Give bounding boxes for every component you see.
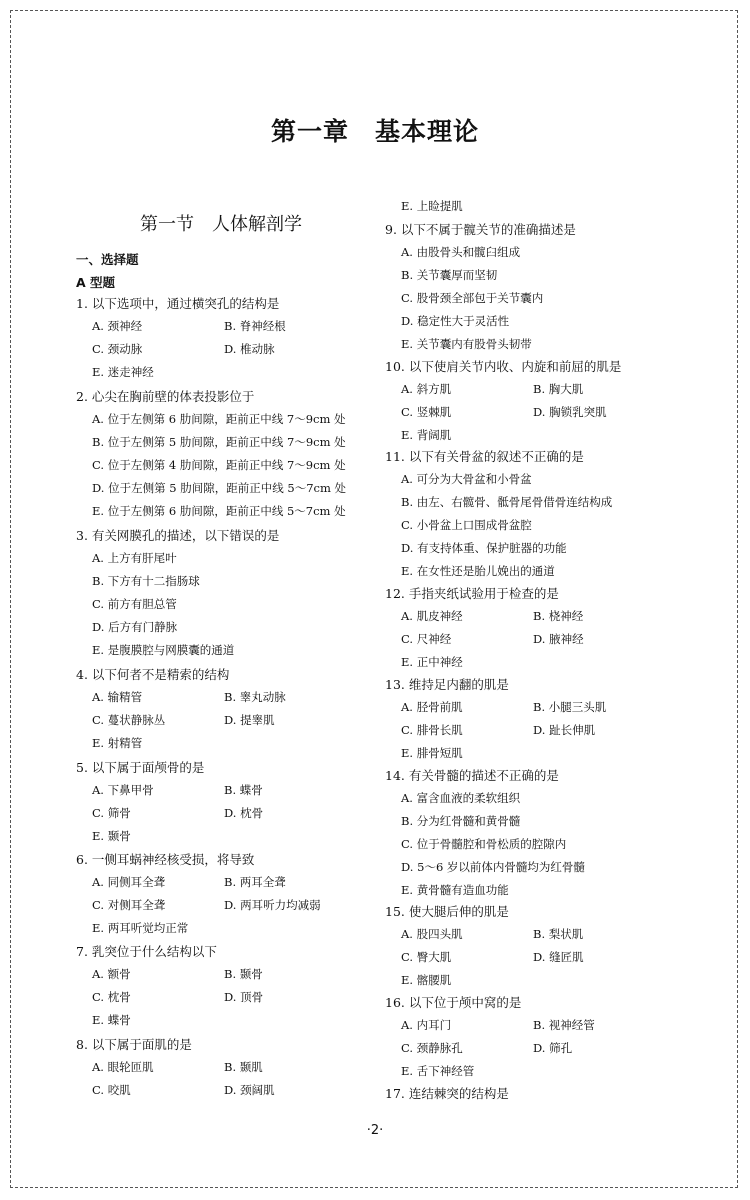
option-e: E. 舌下神经管 [401, 1064, 475, 1078]
question-10 [385, 355, 645, 447]
option-c: C. 臀大肌 [401, 950, 452, 964]
chapter-title: 第一章 基本理论 [270, 117, 479, 146]
option-d: D. 稳定性大于灵活性 [401, 314, 510, 328]
option-e: E. 是腹膜腔与网膜囊的通道 [92, 643, 235, 657]
option-b: B. 由左、右髋骨、骶骨尾骨借骨连结构成 [401, 495, 613, 509]
option-b: B. 分为红骨髓和黄骨髓 [401, 814, 521, 828]
option-c: C. 前方有胆总管 [92, 597, 177, 611]
question-11 [385, 445, 645, 583]
option-e: E. 背阔肌 [401, 428, 452, 442]
question-1 [76, 292, 371, 384]
option-c: C. 对侧耳全聋 [92, 898, 166, 912]
question-stem: 3. 有关网膜孔的描述，以下错误的是 [76, 528, 280, 543]
option-c: C. 蔓状静脉丛 [92, 713, 166, 727]
option-c: C. 股骨颈全部包于关节囊内 [401, 291, 544, 305]
option-e: E. 迷走神经 [92, 365, 154, 379]
question-stem: 1. 以下选项中，通过横突孔的结构是 [76, 296, 280, 311]
question-stem: 4. 以下何者不是精索的结构 [76, 667, 230, 682]
question-stem: 5. 以下属于面颅骨的是 [76, 760, 205, 775]
question-stem: 11. 以下有关骨盆的叙述不正确的是 [385, 449, 584, 464]
option-d: D. 有支持体重、保护脏器的功能 [401, 541, 567, 555]
option-b: B. 颞骨 [224, 967, 263, 981]
option-d: D. 缝匠肌 [533, 950, 584, 964]
option-d: D. 顶骨 [224, 990, 264, 1004]
option-c: C. 位于骨髓腔和骨松质的腔隙内 [401, 837, 567, 851]
question-3 [76, 524, 371, 662]
option-b: B. 小腿三头肌 [533, 700, 607, 714]
option-a: A. 眼轮匝肌 [92, 1060, 154, 1074]
question-6 [76, 848, 371, 940]
option-e: E. 在女性还是胎儿娩出的通道 [401, 564, 555, 578]
option-b: B. 位于左侧第 5 肋间隙，距前正中线 7～9cm 处 [92, 435, 346, 449]
type-heading: A 型题 [76, 275, 116, 290]
option-e: E. 两耳听觉均正常 [92, 921, 189, 935]
option-d: D. 颈阔肌 [224, 1083, 275, 1097]
option-e: E. 位于左侧第 6 肋间隙，距前正中线 5～7cm 处 [92, 504, 346, 518]
option-e: E. 颞骨 [92, 829, 131, 843]
option-b: B. 两耳全聋 [224, 875, 286, 889]
option-c: C. 颈动脉 [92, 342, 143, 356]
option-a: A. 胫骨前肌 [401, 700, 463, 714]
option-b: B. 梨状肌 [533, 927, 584, 941]
option-a: A. 股四头肌 [401, 927, 463, 941]
question-stem: 2. 心尖在胸前壁的体表投影位于 [76, 389, 255, 404]
option-b: B. 脊神经根 [224, 319, 286, 333]
question-8 [76, 1033, 371, 1102]
option-c: C. 腓骨长肌 [401, 723, 463, 737]
option-c: C. 尺神经 [401, 632, 452, 646]
option-c: C. 枕骨 [92, 990, 131, 1004]
option-a: A. 肌皮神经 [401, 609, 463, 623]
option-b: B. 蝶骨 [224, 783, 263, 797]
option-d: D. 胸锁乳突肌 [533, 405, 607, 419]
option-a: A. 输精管 [92, 690, 143, 704]
question-stem: 16. 以下位于颅中窝的是 [385, 995, 522, 1010]
option-c: C. 筛骨 [92, 806, 131, 820]
option-b: B. 关节囊厚而坚韧 [401, 268, 498, 282]
option-a: A. 可分为大骨盆和小骨盆 [401, 472, 532, 486]
question-5 [76, 756, 371, 848]
option-d: D. 5～6 岁以前体内骨髓均为红骨髓 [401, 860, 585, 874]
question-stem: 14. 有关骨髓的描述不正确的是 [385, 768, 559, 783]
question-13 [385, 673, 645, 765]
option-a: A. 上方有肝尾叶 [92, 551, 177, 565]
question-9 [385, 218, 645, 356]
option-c: C. 竖棘肌 [401, 405, 452, 419]
option-a: A. 颈神经 [92, 319, 143, 333]
option-b: B. 胸大肌 [533, 382, 584, 396]
option-d: D. 椎动脉 [224, 342, 275, 356]
option-c: C. 咬肌 [92, 1083, 131, 1097]
question-8-continued [385, 195, 645, 218]
option-d: D. 提睾肌 [224, 713, 275, 727]
option-a: A. 下鼻甲骨 [92, 783, 154, 797]
option-a: A. 富含血液的柔软组织 [401, 791, 521, 805]
section-title: 第一节 人体解剖学 [140, 214, 302, 235]
option-a: A. 位于左侧第 6 肋间隙，距前正中线 7～9cm 处 [92, 412, 346, 426]
part-heading: 一、选择题 [76, 252, 139, 267]
question-stem: 17. 连结棘突的结构是 [385, 1086, 509, 1101]
option-b: B. 视神经管 [533, 1018, 595, 1032]
option-e: E. 正中神经 [401, 655, 463, 669]
question-7 [76, 940, 371, 1032]
option-d: D. 后方有门静脉 [92, 620, 178, 634]
option-c: C. 小骨盆上口围成骨盆腔 [401, 518, 532, 532]
option-e: E. 髂腰肌 [401, 973, 452, 987]
option-a: A. 额骨 [92, 967, 131, 981]
question-15 [385, 900, 645, 992]
question-stem: 13. 维持足内翻的肌是 [385, 677, 509, 692]
option-a: A. 由股骨头和髋臼组成 [401, 245, 521, 259]
question-2 [76, 385, 371, 523]
option-b: B. 颞肌 [224, 1060, 263, 1074]
question-stem: 6. 一侧耳蜗神经核受损，将导致 [76, 852, 255, 867]
question-17 [385, 1082, 645, 1105]
option-b: B. 下方有十二指肠球 [92, 574, 200, 588]
question-stem: 12. 手指夹纸试验用于检查的是 [385, 586, 559, 601]
option-a: A. 斜方肌 [401, 382, 452, 396]
option-d: D. 趾长伸肌 [533, 723, 596, 737]
question-stem: 8. 以下属于面肌的是 [76, 1037, 192, 1052]
option-b: B. 睾丸动脉 [224, 690, 286, 704]
option-e: E. 腓骨短肌 [401, 746, 463, 760]
option-a: A. 同侧耳全聋 [92, 875, 166, 889]
question-12 [385, 582, 645, 674]
page-number: ·2· [366, 1123, 384, 1138]
option-c: C. 颈静脉孔 [401, 1041, 463, 1055]
option-d: D. 枕骨 [224, 806, 264, 820]
question-14 [385, 764, 645, 902]
question-stem: 7. 乳突位于什么结构以下 [76, 944, 217, 959]
question-stem: 15. 使大腿后伸的肌是 [385, 904, 509, 919]
option-e: E. 射精管 [92, 736, 143, 750]
question-stem: 10. 以下使肩关节内收、内旋和前屈的肌是 [385, 359, 622, 374]
option-d: D. 位于左侧第 5 肋间隙，距前正中线 5～7cm 处 [92, 481, 347, 495]
option-e: E. 关节囊内有股骨头韧带 [401, 337, 532, 351]
option-d: D. 腋神经 [533, 632, 584, 646]
question-4 [76, 663, 371, 755]
option-d: D. 两耳听力均减弱 [224, 898, 321, 912]
question-stem: 9. 以下不属于髋关节的准确描述是 [385, 222, 576, 237]
option-e: E. 上睑提肌 [401, 199, 463, 213]
option-a: A. 内耳门 [401, 1018, 452, 1032]
option-b: B. 桡神经 [533, 609, 584, 623]
option-c: C. 位于左侧第 4 肋间隙，距前正中线 7～9cm 处 [92, 458, 346, 472]
option-d: D. 筛孔 [533, 1041, 573, 1055]
option-e: E. 蝶骨 [92, 1013, 131, 1027]
option-e: E. 黄骨髓有造血功能 [401, 883, 509, 897]
question-16 [385, 991, 645, 1083]
